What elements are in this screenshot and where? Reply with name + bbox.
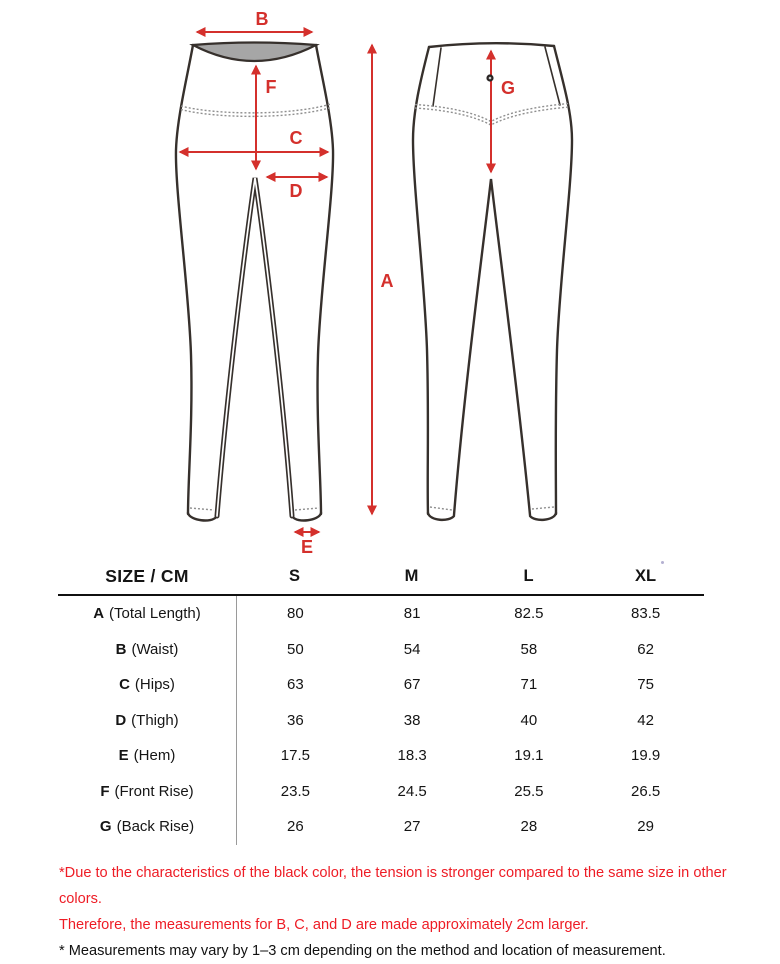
row-name: (Back Rise) xyxy=(116,818,195,836)
back-view-sketch xyxy=(413,43,572,520)
value-cell: 80 xyxy=(287,605,304,623)
col-header-s: S xyxy=(288,567,300,585)
value-cell: 42 xyxy=(637,711,654,729)
row-name: (Hem) xyxy=(133,747,176,765)
measure-label-f: F xyxy=(265,77,277,97)
value-cell: 23.5 xyxy=(280,782,310,800)
measure-label-d: D xyxy=(289,181,303,201)
row-name: (Hips) xyxy=(134,676,175,694)
value-cell: 27 xyxy=(403,818,421,836)
row-key: A xyxy=(93,605,105,623)
row-key: E xyxy=(118,747,129,765)
col-header-xl: XL xyxy=(634,567,657,585)
row-key: C xyxy=(119,676,130,694)
value-cell: 40 xyxy=(520,711,538,729)
value-cell: 83.5 xyxy=(631,605,661,623)
col-header-l: L xyxy=(523,567,534,585)
value-cell: 58 xyxy=(520,640,538,658)
table-row-hem xyxy=(58,738,704,774)
size-table xyxy=(58,559,704,845)
value-cell: 19.9 xyxy=(631,747,661,765)
value-cell: 82.5 xyxy=(514,605,544,623)
value-cell: 38 xyxy=(403,711,421,729)
measure-label-a: A xyxy=(380,271,394,291)
value-cell: 28 xyxy=(520,818,538,836)
col-header-m: M xyxy=(404,567,419,585)
value-cell: 19.1 xyxy=(514,747,544,765)
value-cell: 71 xyxy=(520,676,538,694)
table-row-front-rise xyxy=(58,774,704,810)
table-row-total-length xyxy=(58,596,704,632)
waistband-opening xyxy=(193,43,316,62)
measurement-variance-note: * Measurements may vary by 1–3 cm depending on the method and location of measurement. xyxy=(59,943,666,959)
row-name: (Thigh) xyxy=(131,711,179,729)
row-name: (Front Rise) xyxy=(114,782,194,800)
value-cell: 63 xyxy=(287,676,304,694)
row-name: (Waist) xyxy=(131,640,179,658)
black-color-note-line2: Therefore, the measurements for B, C, and D are made approximately 2cm larger. xyxy=(59,917,589,933)
value-cell: 36 xyxy=(287,711,304,729)
front-view-sketch xyxy=(176,43,333,521)
measure-label-c: C xyxy=(289,128,303,148)
table-row-thigh xyxy=(58,703,704,739)
row-name: (Total Length) xyxy=(109,605,201,623)
value-cell: 24.5 xyxy=(397,782,427,800)
value-cell: 75 xyxy=(637,676,654,694)
row-key: D xyxy=(115,711,127,729)
footnotes xyxy=(59,860,739,964)
back-eyelet xyxy=(486,74,493,81)
value-cell: 62 xyxy=(637,640,654,658)
size-cm-heading: SIZE / CM xyxy=(105,566,189,586)
row-key: B xyxy=(115,640,127,658)
value-cell: 18.3 xyxy=(397,747,427,765)
value-cell: 50 xyxy=(287,640,304,658)
size-table-header xyxy=(58,559,704,596)
measure-label-e: E xyxy=(300,537,314,557)
value-cell: 54 xyxy=(403,640,421,658)
value-cell: 26.5 xyxy=(631,782,661,800)
value-cell: 25.5 xyxy=(514,782,544,800)
table-row-waist xyxy=(58,632,704,668)
value-cell: 26 xyxy=(287,818,304,836)
value-cell: 67 xyxy=(403,676,421,694)
row-key: F xyxy=(100,782,110,800)
table-row-hips xyxy=(58,667,704,703)
table-row-back-rise xyxy=(58,809,704,845)
value-cell: 81 xyxy=(403,605,421,623)
black-color-note-line1: *Due to the characteristics of the black color, the tension is stronger compared to the same size in other colors. xyxy=(59,865,727,907)
measure-label-b: B xyxy=(255,9,269,29)
measure-label-g: G xyxy=(500,78,516,98)
value-cell: 17.5 xyxy=(280,747,310,765)
row-key: G xyxy=(99,818,112,836)
value-cell: 29 xyxy=(637,818,654,836)
